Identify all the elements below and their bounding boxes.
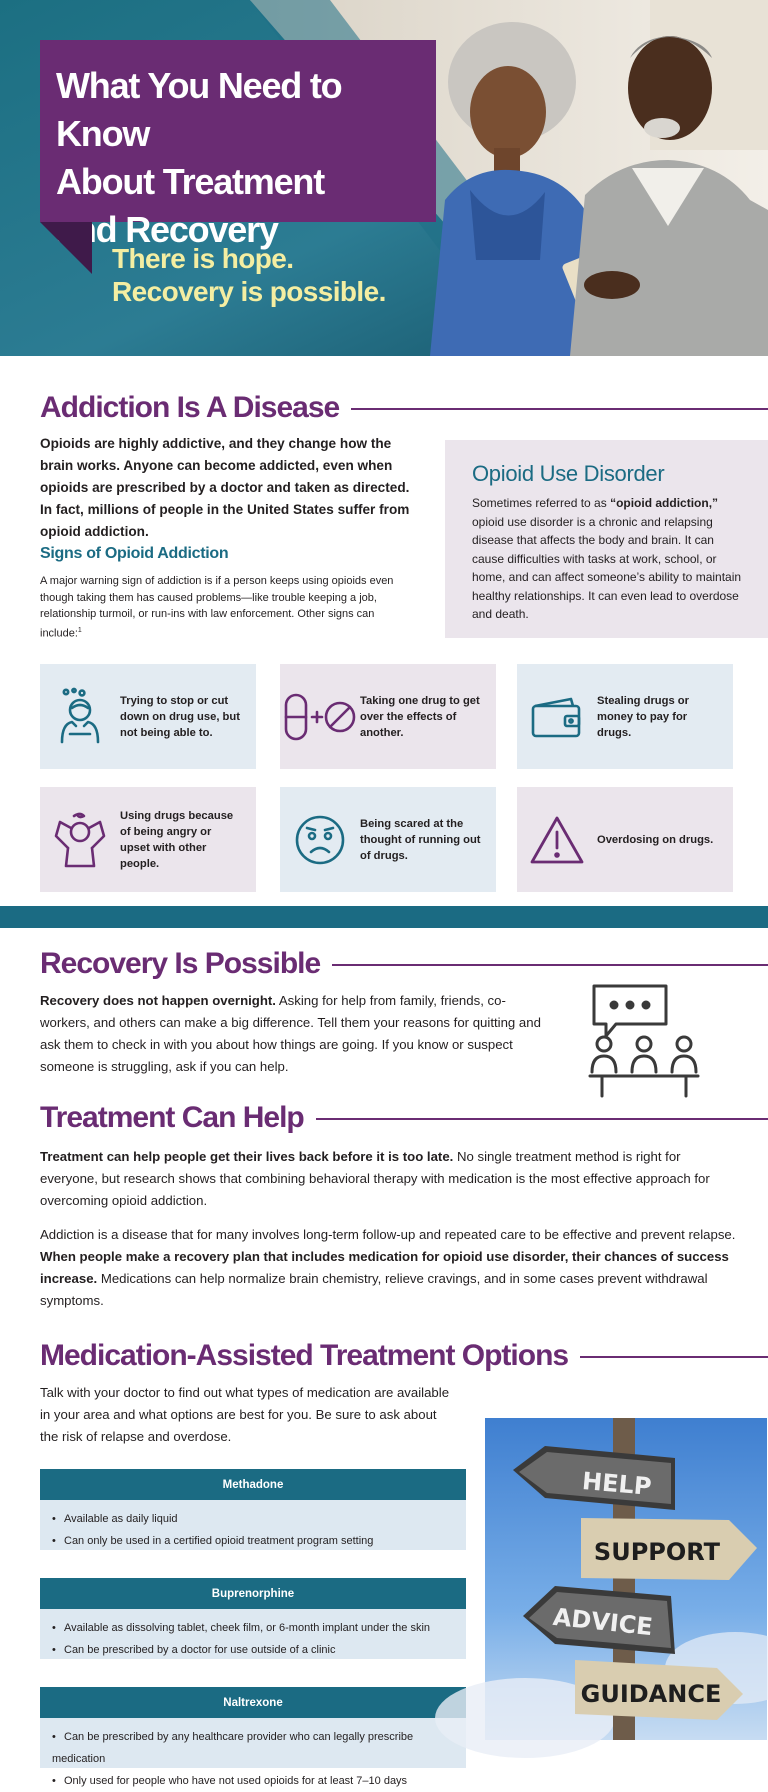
recovery-lead: Recovery does not happen overnight. — [40, 993, 276, 1008]
tagline-line: Recovery is possible. — [112, 276, 386, 307]
sign-card-text: Stealing drugs or money to pay for drugs. — [597, 694, 689, 739]
heading-rule — [580, 1356, 768, 1358]
treatment-lead: Treatment can help people get their lives back before it is too late. — [40, 1149, 454, 1164]
addiction-heading — [40, 388, 768, 428]
sign-label-advice: ADVICE — [551, 1602, 654, 1642]
treatment-heading — [40, 1098, 768, 1138]
recovery-paragraph — [40, 990, 550, 1078]
section-divider-band — [0, 906, 768, 928]
group-conversation-icon — [588, 980, 700, 1100]
sign-card — [280, 664, 496, 769]
recovery-body: Asking for help from family, friends, co-workers, and others can make a big difference. Tell them your reasons for quitting and ask them to check in with you about how things are going. If you know or suspect someone is struggling, ask if you can help. — [40, 993, 541, 1074]
signpost-photo — [485, 1418, 767, 1740]
sign-label-help: HELP — [580, 1466, 653, 1501]
hero-title — [56, 62, 420, 254]
signs-heading: Signs of Opioid Addiction — [40, 545, 229, 562]
treatment-paragraph-1 — [40, 1146, 740, 1212]
sign-card-text: Using drugs because of being angry or upset with other people. — [120, 809, 234, 870]
oud-body — [472, 494, 746, 624]
section-title: Treatment Can Help — [40, 1101, 304, 1134]
mat-heading — [40, 1336, 768, 1376]
treatment-paragraph-2 — [40, 1224, 740, 1312]
sign-card-text: Overdosing on drugs. — [597, 833, 714, 846]
naltrexone-details — [40, 1718, 466, 1787]
frustrated-person-icon — [40, 664, 120, 769]
sign-card — [517, 787, 733, 892]
list-item: • Can be prescribed by any healthcare provider who can legally prescribe medication — [52, 1726, 466, 1770]
section-title: Recovery Is Possible — [40, 947, 321, 980]
recovery-heading — [40, 944, 768, 984]
naltrexone-header: Naltrexone — [40, 1687, 466, 1718]
signs-intro-text: A major warning sign of addiction is if a person keeps using opioids even though taking them has caused problems—like trouble keeping a job, relationship turmoil, or run-ins with law enforcement. Other signs can include: — [40, 575, 394, 640]
sign-card — [517, 664, 733, 769]
pill-plus-pill-icon — [280, 664, 360, 769]
addiction-intro: Opioids are highly addictive, and they change how the brain works. Anyone can become addicted, even when opioids are prescribed by a doctor and taken as directed. In fact, millions of people in the United States suffer from opioid addiction. — [40, 436, 410, 539]
tagline-line: There is hope. — [112, 243, 294, 274]
oud-title: Opioid Use Disorder — [472, 461, 665, 486]
mat-intro: Talk with your doctor to find out what types of medication are available in your area and what options are best for you. Be sure to ask about the risk of relapse and overdose. — [40, 1385, 450, 1444]
methadone-header: Methadone — [40, 1469, 466, 1500]
oud-pre: Sometimes referred to as — [472, 496, 611, 510]
sign-card — [280, 787, 496, 892]
heading-rule — [351, 408, 768, 410]
hero-title-line: What You Need to Know — [56, 65, 342, 154]
sign-card — [40, 787, 256, 892]
scared-face-icon — [280, 787, 360, 892]
treatment-p2-bold: When people make a recovery plan that includes medication for opioid use disorder, their chances of success increase. — [40, 1249, 729, 1286]
sign-card-text: Trying to stop or cut down on drug use, but not being able to. — [120, 694, 240, 739]
signs-intro — [40, 573, 400, 642]
oud-post: opioid use disorder is a chronic and relapsing disease that affects the body and brain. It can cause difficulties with tasks at work, school, or home, and can affect someone’s ability to maintain healthy relationships. It can even lead to overdose and death. — [472, 514, 742, 621]
hero-title-line: About Treatment — [56, 161, 325, 202]
sign-label-support: SUPPORT — [593, 1538, 721, 1566]
warning-triangle-icon — [517, 787, 597, 892]
list-item: • Can be prescribed by a doctor for use outside of a clinic — [52, 1639, 466, 1661]
list-item: • Only used for people who have not used opioids for at least 7–10 days — [52, 1770, 466, 1792]
oud-term: “opioid addiction,” — [610, 496, 719, 510]
list-item: • Available as daily liquid — [52, 1508, 466, 1530]
wallet-icon — [517, 664, 597, 769]
hero-tagline — [112, 242, 386, 308]
footnote-marker: 1 — [77, 626, 82, 634]
upset-person-icon — [40, 787, 120, 892]
hero-fold-shape — [40, 222, 92, 274]
treatment-p2-end: Medications can help normalize brain chemistry, relieve cravings, and in some cases prevent withdrawal symptoms. — [40, 1271, 708, 1308]
treatment-body: No single treatment method is right for everyone, but research shows that combining behavioral therapy with medication is the most effective approach for overcoming opioid addiction. — [40, 1149, 710, 1208]
section-title: Addiction Is A Disease — [40, 391, 340, 424]
hero-title-box — [40, 40, 436, 250]
sign-card-text: Being scared at the thought of running out of drugs. — [360, 817, 481, 862]
list-item: • Can only be used in a certified opioid treatment program setting — [52, 1530, 466, 1552]
hero-title-line: and Recovery — [56, 209, 278, 250]
treatment-p2-start: Addiction is a disease that for many involves long-term follow-up and repeated care to be effective and prevent relapse. — [40, 1227, 736, 1242]
buprenorphine-details — [40, 1609, 466, 1659]
heading-rule — [332, 964, 768, 966]
section-title: Medication-Assisted Treatment Options — [40, 1339, 569, 1372]
oud-callout-box — [445, 440, 768, 638]
hero-banner — [0, 0, 768, 356]
sign-card-text: Taking one drug to get over the effects of another. — [360, 694, 480, 739]
buprenorphine-header: Buprenorphine — [40, 1578, 466, 1609]
heading-rule — [316, 1118, 768, 1120]
methadone-details — [40, 1500, 466, 1550]
sign-card — [40, 664, 256, 769]
sign-label-guidance: GUIDANCE — [580, 1680, 722, 1708]
list-item: • Available as dissolving tablet, cheek film, or 6-month implant under the skin — [52, 1617, 466, 1639]
